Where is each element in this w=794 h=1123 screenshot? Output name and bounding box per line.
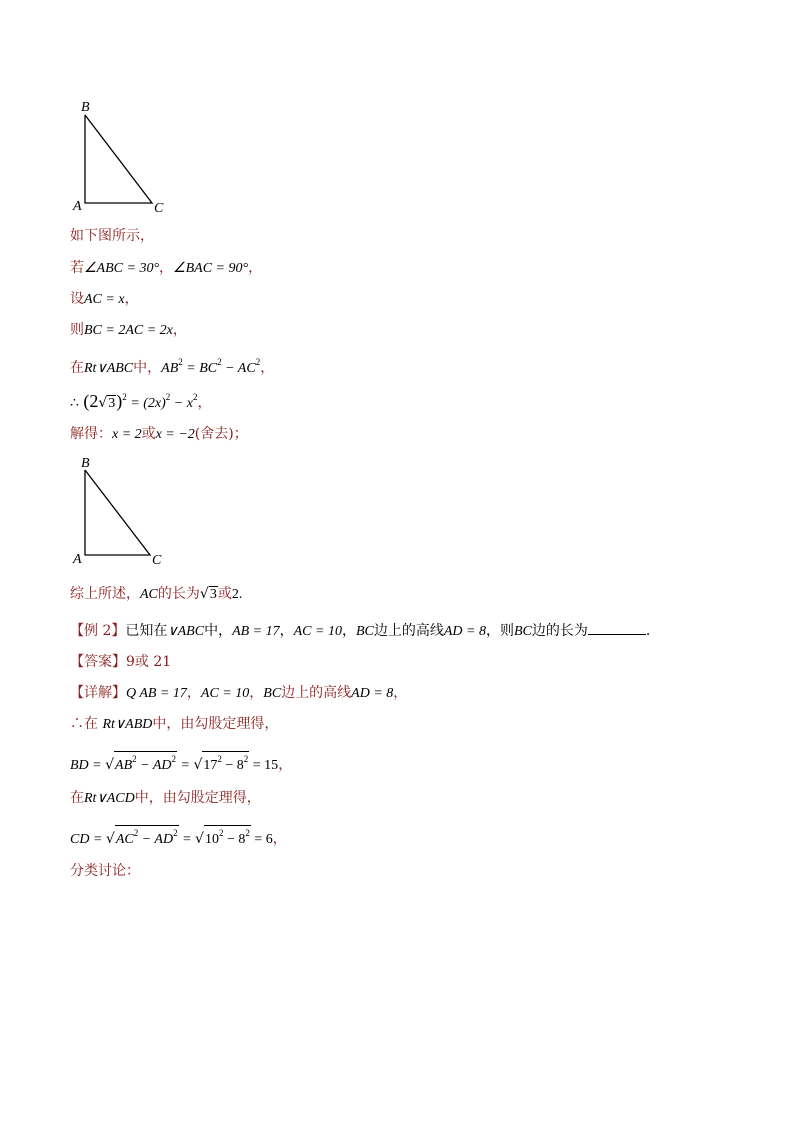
detail-2-text: 中，由勾股定理得， [152,716,279,732]
cd-r4: − 8 [223,832,246,847]
line-3-end: ， [124,291,139,307]
line-5-triangle: Rt∨ABC [84,361,134,376]
line-7-sol-1: x = 2 [112,427,142,442]
q-text-4: ，则 [485,623,514,639]
q-sep-1: ， [279,623,294,639]
detail-sep-2: ， [249,685,264,701]
bd-eq: = [177,758,194,773]
sqrt-icon: √ [98,395,108,411]
line-3-prefix: 设 [70,291,84,307]
bd-sup-3: 2 [217,754,222,764]
line-7-sol-2: x = −2 [155,427,195,442]
detail-line-6: 分类讨论： [70,863,140,879]
line-4 [70,320,187,341]
bd-sup-2: 2 [171,754,176,764]
detail-ac: AC = 10 [200,686,250,701]
angle-bac: ∠BAC = 90° [173,261,249,276]
cd-r2: − AD [138,832,174,847]
bd-r3: 17 [203,758,218,773]
detail-4-prefix: 在 [70,790,84,806]
line-7-prefix: 解得： [70,426,112,442]
line-5-prefix: 在 [70,360,84,376]
line-8-end: . [238,587,243,602]
detail-2-prefix: ∴在 [70,716,98,732]
q-ab: AB = 17 [232,624,280,639]
line-5-sup-3: 2 [255,357,261,367]
line-7-or: 或 [141,426,156,442]
line-8-mid: 的长为 [157,586,200,602]
cd-sup-1: 2 [133,828,139,838]
bd-result: = 15 [249,758,279,773]
triangle-1-label-c: C [154,201,164,216]
cd-r3: 10 [204,832,219,847]
q-bc: BC [355,624,374,639]
triangle-2-label-c: C [152,553,162,568]
example-2-question [70,621,650,642]
sqrt-icon: √ [105,831,115,847]
q-text-2: 中， [204,623,233,639]
triangle-1-label-b: B [81,100,90,115]
q-text-1: 已知在 [125,623,168,639]
line-8-value: 2 [231,587,239,602]
line-8-or: 或 [217,586,232,602]
line-6-rhs: = (2x) [126,396,166,411]
answer-line [70,652,171,672]
line-6-x: − x [170,396,193,411]
line-6-close: ) [116,391,123,411]
detail-line-1 [70,683,407,704]
line-5-sup-1: 2 [178,357,183,367]
line-6-end: ， [197,395,212,411]
q-ac: AC = 10 [293,624,342,639]
line-5 [70,352,274,379]
detail-end: ， [393,685,408,701]
line-6 [70,387,211,414]
line-2-end: ， [248,260,263,276]
line-8-prefix: 综上所述， [70,586,140,602]
cd-sup-4: 2 [245,828,250,838]
detail-2-triangle: Rt∨ABD [102,717,153,732]
line-5-ab: AB [161,361,179,376]
line-2-prefix: 若 [70,260,84,276]
bd-end: ， [278,757,293,773]
detail-line-4 [70,788,261,809]
line-3 [70,289,139,310]
cd-end: ， [272,831,287,847]
line-8-ac: AC [140,587,158,602]
line-7 [70,424,248,445]
cd-lhs: CD = [70,832,106,847]
bd-r4: − 8 [221,758,244,773]
triangle-2-label-b: B [81,456,90,471]
line-6-sup-1: 2 [122,392,127,402]
line-5-sup-2: 2 [217,357,222,367]
detail-bc: BC [263,686,282,701]
detail-4-text: 中，由勾股定理得， [134,790,261,806]
answer-blank [588,622,646,635]
line-5-bc: = BC [182,361,218,376]
triangle-figure-1 [68,96,178,218]
q-text-5: 边的长为 [531,623,588,639]
q-sep-2: ， [341,623,356,639]
answer-label: 【答案】 [70,654,126,670]
triangle-figure-2 [68,452,178,574]
line-8 [70,584,242,605]
triangle-2-label-a: A [73,552,82,567]
q-text-3: 边上的高线 [373,623,444,639]
cd-result: = 6 [250,832,273,847]
q-end: . [645,623,651,639]
detail-line-3 [70,751,292,776]
line-6-open: (2 [83,391,99,411]
bd-lhs: BD = [70,758,106,773]
detail-text: 边上的高线 [281,685,352,701]
line-1: 如下图所示， [70,228,154,244]
triangle-1-edges [85,115,152,203]
line-6-radicand: 3 [108,396,116,411]
answer-value: 9或 21 [126,654,172,670]
angle-abc: ∠ABC = 30° [84,261,160,276]
bd-r1: AB [115,758,133,773]
cd-r1: AC [115,832,134,847]
detail-sep-1: ， [186,685,201,701]
q-bc-2: BC [513,624,532,639]
line-8-radicand: 3 [209,587,217,602]
line-5-end: ， [260,360,275,376]
sqrt-icon: √ [199,586,209,602]
detail-4-triangle: Rt∨ACD [84,791,135,806]
line-2 [70,258,262,279]
line-6-sup-2: 2 [165,392,171,402]
q-triangle: ∨ABC [167,624,205,639]
bd-r2: − AD [136,758,172,773]
sqrt-icon: √ [105,757,115,773]
line-6-sup-3: 2 [192,392,198,402]
line-2-sep: ， [159,260,174,276]
cd-eq: = [178,832,196,847]
line-3-math: AC = x [84,292,125,307]
sqrt-icon: √ [193,757,203,773]
q-ad: AD = 8 [443,624,486,639]
detail-ab: Q AB = 17 [126,686,187,701]
triangle-1-label-a: A [73,199,82,214]
detail-line-2 [70,714,278,735]
line-7-note: (舍去)； [194,426,248,442]
detail-ad: AD = 8 [351,686,394,701]
cd-sup-2: 2 [173,828,178,838]
therefore-symbol: ∴ [70,396,79,411]
line-4-math: BC = 2AC = 2x [84,323,173,338]
detail-line-5 [70,825,287,850]
line-5-ac: − AC [221,361,256,376]
example-2-label: 【例 2】 [70,623,126,639]
triangle-2-edges [85,470,150,555]
bd-sup-1: 2 [132,754,137,764]
sqrt-icon: √ [195,831,204,847]
line-4-prefix: 则 [70,322,84,338]
bd-sup-4: 2 [243,754,249,764]
line-4-end: ， [172,322,187,338]
line-5-mid: 中， [133,360,162,376]
cd-sup-3: 2 [218,828,224,838]
detail-label: 【详解】 [70,685,126,701]
